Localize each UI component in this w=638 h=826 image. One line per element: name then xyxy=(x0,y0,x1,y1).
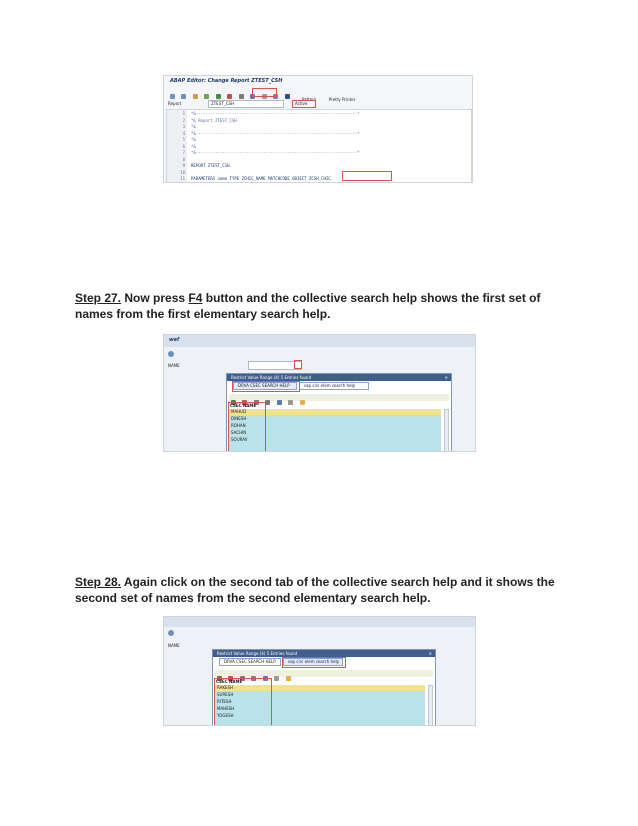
line-number: 3 xyxy=(182,124,185,129)
check-icon[interactable] xyxy=(216,94,221,99)
column-header: CSEC NAME xyxy=(216,679,243,684)
filter-icon[interactable] xyxy=(265,400,270,405)
tab-first-search-help[interactable]: DRVA CSEC SEARCH HELP xyxy=(219,658,281,666)
code-area[interactable] xyxy=(166,109,472,183)
second-tab-highlight xyxy=(282,657,346,668)
popup-title: Restrict Value Range (4) 5 Entries found xyxy=(217,651,298,656)
info-icon[interactable] xyxy=(285,94,290,99)
code-line: *& Report ZTEST_CSH xyxy=(191,117,237,123)
code-line: *& xyxy=(191,124,196,129)
status-field: Active xyxy=(292,100,316,108)
code-line: *&-------------------------------------------------------------------* xyxy=(191,130,360,136)
tab-first-search-help[interactable]: DRVA CSEC SEARCH HELP xyxy=(233,382,297,390)
tab-second-search-help[interactable]: sap circ elem search help xyxy=(283,658,343,666)
scrollbar[interactable] xyxy=(444,409,449,452)
find-icon[interactable] xyxy=(277,400,282,405)
editor-toolbar xyxy=(166,88,470,102)
execute-icon[interactable] xyxy=(168,351,174,357)
tab-second-search-help[interactable]: sap circ elem search help xyxy=(299,382,369,390)
line-number: 8 xyxy=(182,156,185,162)
step-28-text xyxy=(75,574,565,606)
value-help-popup xyxy=(226,373,452,452)
line-number-gutter xyxy=(167,110,187,183)
highlight-matchcode-box xyxy=(342,171,392,181)
names-highlight-box xyxy=(228,402,266,452)
title-bar xyxy=(164,335,476,347)
list-item[interactable]: ROHAN xyxy=(231,423,246,428)
line-number: 5 xyxy=(182,137,185,142)
forward-arrow-icon[interactable] xyxy=(181,94,186,99)
help-icon[interactable] xyxy=(300,400,305,405)
list-item[interactable]: MAHESH xyxy=(217,706,235,711)
close-icon[interactable]: ✕ xyxy=(428,651,432,656)
list-item[interactable]: SOURAV xyxy=(231,437,248,442)
highlight-activate-box xyxy=(252,88,277,97)
code-line: *& xyxy=(191,137,196,142)
list-item[interactable]: RAKESH xyxy=(215,685,425,691)
popup-header xyxy=(213,650,435,657)
app-title: wef xyxy=(169,337,180,343)
step-27-text-b: button and the collective search help shows the first set of names from the first elementary search help. xyxy=(75,291,541,321)
list-item[interactable]: YOGESH xyxy=(217,713,234,718)
help-icon[interactable] xyxy=(286,676,291,681)
step-28-text-body: Again click on the second tab of the collective search help and it shows the second set of names from the second elementary search help. xyxy=(75,575,555,605)
step-28-number: Step 28. xyxy=(75,575,122,589)
list-item[interactable]: DINESH xyxy=(231,416,247,421)
print-icon[interactable] xyxy=(288,400,293,405)
code-line: PARAMETERS name TYPE ZCHIC_NAME MATCHCODE OBJECT ZCSH_CHIC. xyxy=(191,176,334,181)
first-tab-highlight xyxy=(232,381,300,392)
search-help-screenshot-1 xyxy=(163,334,476,452)
step-27-text-a: Now press xyxy=(121,291,189,305)
back-arrow-icon[interactable] xyxy=(170,94,175,99)
code-line: REPORT ZTEST_CSH. xyxy=(191,163,232,168)
report-input[interactable]: ZTEST_CSH xyxy=(208,100,284,108)
popup-header xyxy=(227,374,451,381)
other-object-icon[interactable] xyxy=(204,94,209,99)
code-line: *&-------------------------------------------------------------------* xyxy=(191,150,360,155)
column-header: CSEC NAME xyxy=(230,403,257,408)
line-number: 11 xyxy=(180,176,185,181)
popup-toolbar xyxy=(215,670,433,677)
list-item[interactable]: MAHUD xyxy=(229,409,441,415)
step-27-text xyxy=(75,290,565,322)
report-label: Report xyxy=(168,101,182,106)
close-icon[interactable]: ✕ xyxy=(444,375,448,380)
popup-toolbar xyxy=(229,394,449,401)
execute-icon[interactable] xyxy=(168,630,174,636)
abap-editor-screenshot xyxy=(163,75,473,183)
code-line: *& xyxy=(191,143,196,149)
line-number: 2 xyxy=(182,117,185,123)
names-highlight-box xyxy=(214,678,272,726)
editor-title: ABAP Editor: Change Report ZTEST_CSH xyxy=(170,78,283,84)
search-help-screenshot-2 xyxy=(163,616,476,726)
print-icon[interactable] xyxy=(274,676,279,681)
pretty-printer-button[interactable]: Pretty Printer xyxy=(328,97,356,102)
list-item[interactable]: SURESH xyxy=(217,692,234,697)
line-number: 10 xyxy=(180,169,185,175)
list-item[interactable]: SACHIN xyxy=(231,430,247,435)
line-number: 4 xyxy=(182,130,185,136)
title-bar xyxy=(164,617,476,627)
test-icon[interactable] xyxy=(239,94,244,99)
list-item[interactable]: RITESH xyxy=(217,699,232,704)
line-number: 7 xyxy=(182,150,185,155)
line-number: 1 xyxy=(182,111,185,116)
line-number: 9 xyxy=(182,163,185,168)
popup-title: Restrict Value Range (4) 5 Entries found xyxy=(231,375,312,380)
line-number: 6 xyxy=(182,143,185,149)
display-change-icon[interactable] xyxy=(193,94,198,99)
name-field-label: NAME xyxy=(168,643,180,648)
value-help-popup xyxy=(212,649,436,726)
pattern-button[interactable]: Pattern xyxy=(301,97,317,102)
code-line: *&-------------------------------------------------------------------* xyxy=(191,111,360,116)
f4-button-highlight[interactable] xyxy=(294,360,302,369)
activate-icon[interactable] xyxy=(227,94,232,99)
step-27-number: Step 27. xyxy=(75,291,122,305)
scrollbar[interactable] xyxy=(428,685,433,726)
f4-key: F4 xyxy=(188,291,203,305)
name-field-label: NAME xyxy=(168,363,180,368)
